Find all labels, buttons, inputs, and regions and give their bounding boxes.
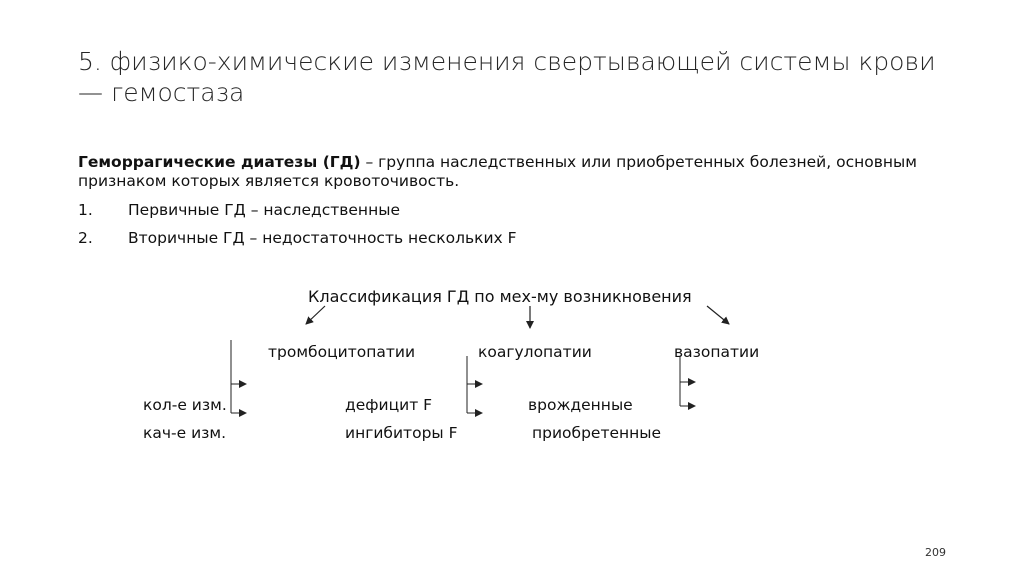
thrombocytopathy-item-quantitative: кол-е изм. <box>143 396 227 414</box>
definition-text: – группа наследственных или приобретенных болезней, основным признаком которых является кровоточивость. <box>78 153 917 190</box>
page-number: 209 <box>925 546 946 559</box>
category-thrombocytopathy: тромбоцитопатии <box>268 343 416 361</box>
list-item-number: 2. <box>78 229 93 247</box>
vasopathy-item-congenital: врожденные <box>528 396 633 414</box>
definition-term: Геморрагические диатезы (ГД) <box>78 153 361 171</box>
category-vasopathy: вазопатии <box>674 343 760 361</box>
classification-heading: Классификация ГД по мех-му возникновения <box>308 287 692 306</box>
thrombocytopathy-item-qualitative: кач-е изм. <box>143 424 227 442</box>
list-item-number: 1. <box>78 201 93 219</box>
bracket-thrombocytopathy <box>231 340 246 413</box>
list-item-text: Вторичные ГД – недостаточность нескольких F <box>128 229 517 247</box>
list-item-text: Первичные ГД – наследственные <box>128 201 400 219</box>
coagulopathy-item-inhibitors: ингибиторы F <box>345 424 458 442</box>
bracket-coagulopathy <box>467 356 482 413</box>
arrow-to-vasopathy <box>707 306 729 324</box>
vasopathy-item-acquired: приобретенные <box>532 424 662 442</box>
slide-title: 5. физико-химические изменения свертывающей системы крови — гемостаза <box>78 47 936 107</box>
bracket-vasopathy <box>680 356 695 406</box>
category-coagulopathy: коагулопатии <box>478 343 592 361</box>
coagulopathy-item-deficiency: дефицит F <box>345 396 433 414</box>
arrow-to-thrombocytopathy <box>306 306 325 324</box>
